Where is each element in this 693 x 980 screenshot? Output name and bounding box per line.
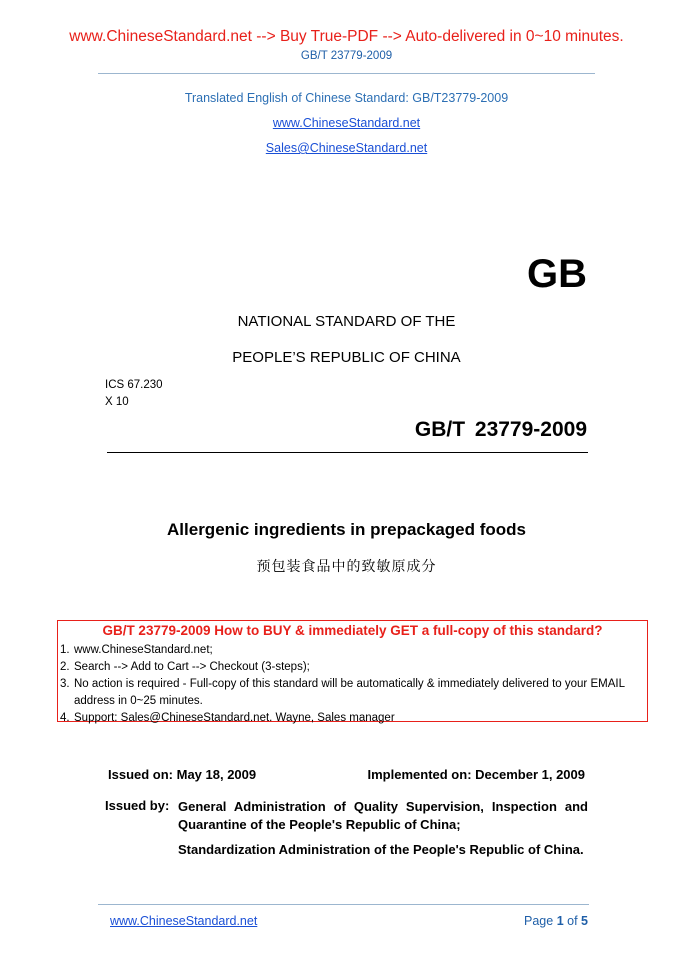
- page-total: 5: [581, 914, 588, 928]
- ics-code: ICS 67.230: [105, 379, 163, 391]
- list-item-number: 3.: [60, 678, 70, 690]
- footer-website-link[interactable]: www.ChineseStandard.net: [110, 914, 258, 928]
- header-divider: [98, 73, 595, 74]
- list-item: [60, 659, 643, 676]
- implemented-on-date: Implemented on: December 1, 2009: [367, 767, 585, 782]
- header-standard-code: GB/T 23779-2009: [300, 50, 393, 62]
- class-code: X 10: [105, 396, 129, 408]
- issued-by-label: Issued by:: [105, 798, 170, 813]
- list-item-number: 2.: [60, 661, 70, 673]
- website-link-text[interactable]: www.ChineseStandard.net: [272, 116, 421, 130]
- translation-note: Translated English of Chinese Standard: GB/T23779-2009: [184, 91, 509, 105]
- list-item-number: 1.: [60, 644, 70, 656]
- document-title-zh: 预包装食品中的致敏原成分: [256, 558, 437, 574]
- classification-block: [105, 377, 163, 411]
- list-item-text[interactable]: www.ChineseStandard.net;: [74, 644, 213, 656]
- national-standard-line1: NATIONAL STANDARD OF THE: [237, 313, 456, 330]
- page-indicator: [524, 914, 588, 928]
- issuer-gaqsiq: General Administration of Quality Supervision, Inspection and Quarantine of the People's Republic of China;: [178, 799, 588, 832]
- national-standard-line2: PEOPLE’S REPUBLIC OF CHINA: [232, 349, 461, 366]
- list-item: [60, 642, 643, 659]
- email-link-text[interactable]: Sales@ChineseStandard.net: [265, 141, 428, 155]
- title-divider: [107, 452, 588, 453]
- issued-on-date: Issued on: May 18, 2009: [108, 767, 257, 782]
- website-link: [0, 116, 693, 130]
- list-item-text: No action is required - Full-copy of this standard will be automatically & immediately delivered to your EMAIL address in 0~25 minutes.: [74, 678, 625, 707]
- list-item-text: Search --> Add to Cart --> Checkout (3-steps);: [74, 661, 310, 673]
- page-of: of: [567, 914, 578, 928]
- footer-divider: [98, 904, 589, 905]
- top-banner[interactable]: www.ChineseStandard.net --> Buy True-PDF --> Auto-delivered in 0~10 minutes.: [69, 28, 624, 45]
- gb-mark: GB: [527, 252, 587, 296]
- page-word: Page: [524, 914, 554, 928]
- buy-steps-list: [60, 642, 643, 727]
- email-link: [0, 141, 693, 155]
- list-item: [60, 710, 643, 727]
- page-current: 1: [556, 914, 564, 928]
- buy-instructions-box: [57, 620, 648, 722]
- standard-number: GB/T 23779-2009: [414, 418, 587, 441]
- document-title-en: Allergenic ingredients in prepackaged foods: [167, 520, 526, 539]
- issuer-sac: Standardization Administration of the People's Republic of China.: [178, 842, 584, 857]
- buy-box-heading: GB/T 23779-2009 How to BUY & immediately GET a full-copy of this standard?: [102, 623, 603, 638]
- list-item-number: 4.: [60, 712, 70, 724]
- list-item: [60, 676, 643, 710]
- list-item-text: Support: Sales@ChineseStandard.net. Wayne, Sales manager: [74, 712, 395, 724]
